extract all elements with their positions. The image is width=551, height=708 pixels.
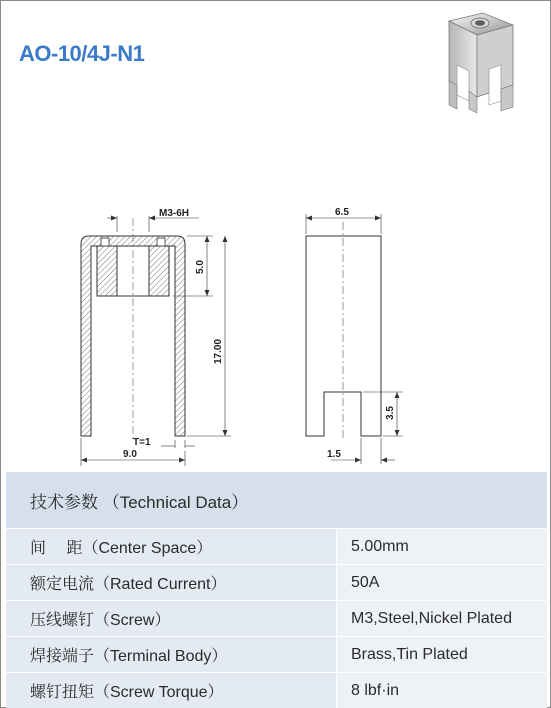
row-value: M3,Steel,Nickel Plated [337, 601, 548, 637]
technical-data-heading: 技术参数 （Technical Data） [6, 472, 547, 529]
slot-width-dim: 1.5 [327, 449, 341, 460]
technical-data-table [6, 471, 547, 708]
row-label: 螺钉扭矩（Screw Torque） [6, 673, 337, 708]
slot-height-dim: 3.5 [385, 406, 396, 420]
table-row [6, 565, 547, 601]
row-value: 50A [337, 565, 548, 601]
terminal-photo-icon [433, 9, 519, 117]
side-view [306, 207, 403, 464]
row-label: 压线螺钉（Screw） [6, 601, 337, 637]
thread-label: M3-6H [159, 208, 190, 219]
height-dim: 17.00 [213, 338, 224, 364]
depth-dim: 5.0 [195, 260, 206, 274]
side-width-dim: 6.5 [335, 207, 349, 218]
width-dim: 9.0 [123, 449, 137, 460]
thickness-label: T=1 [133, 437, 151, 448]
front-view [81, 208, 231, 466]
row-value: 5.00mm [337, 529, 548, 565]
product-title: AO-10/4J-N1 [19, 41, 145, 66]
row-value: 8 lbf·in [337, 673, 548, 708]
technical-drawing [1, 196, 551, 471]
table-row [6, 601, 547, 637]
row-label: 间 距（Center Space） [6, 529, 337, 565]
table-row [6, 529, 547, 565]
row-value: Brass,Tin Plated [337, 637, 548, 673]
table-row [6, 637, 547, 673]
table-header-row [6, 472, 547, 529]
row-label: 额定电流（Rated Current） [6, 565, 337, 601]
row-label: 焊接端子（Terminal Body） [6, 637, 337, 673]
table-row [6, 673, 547, 708]
